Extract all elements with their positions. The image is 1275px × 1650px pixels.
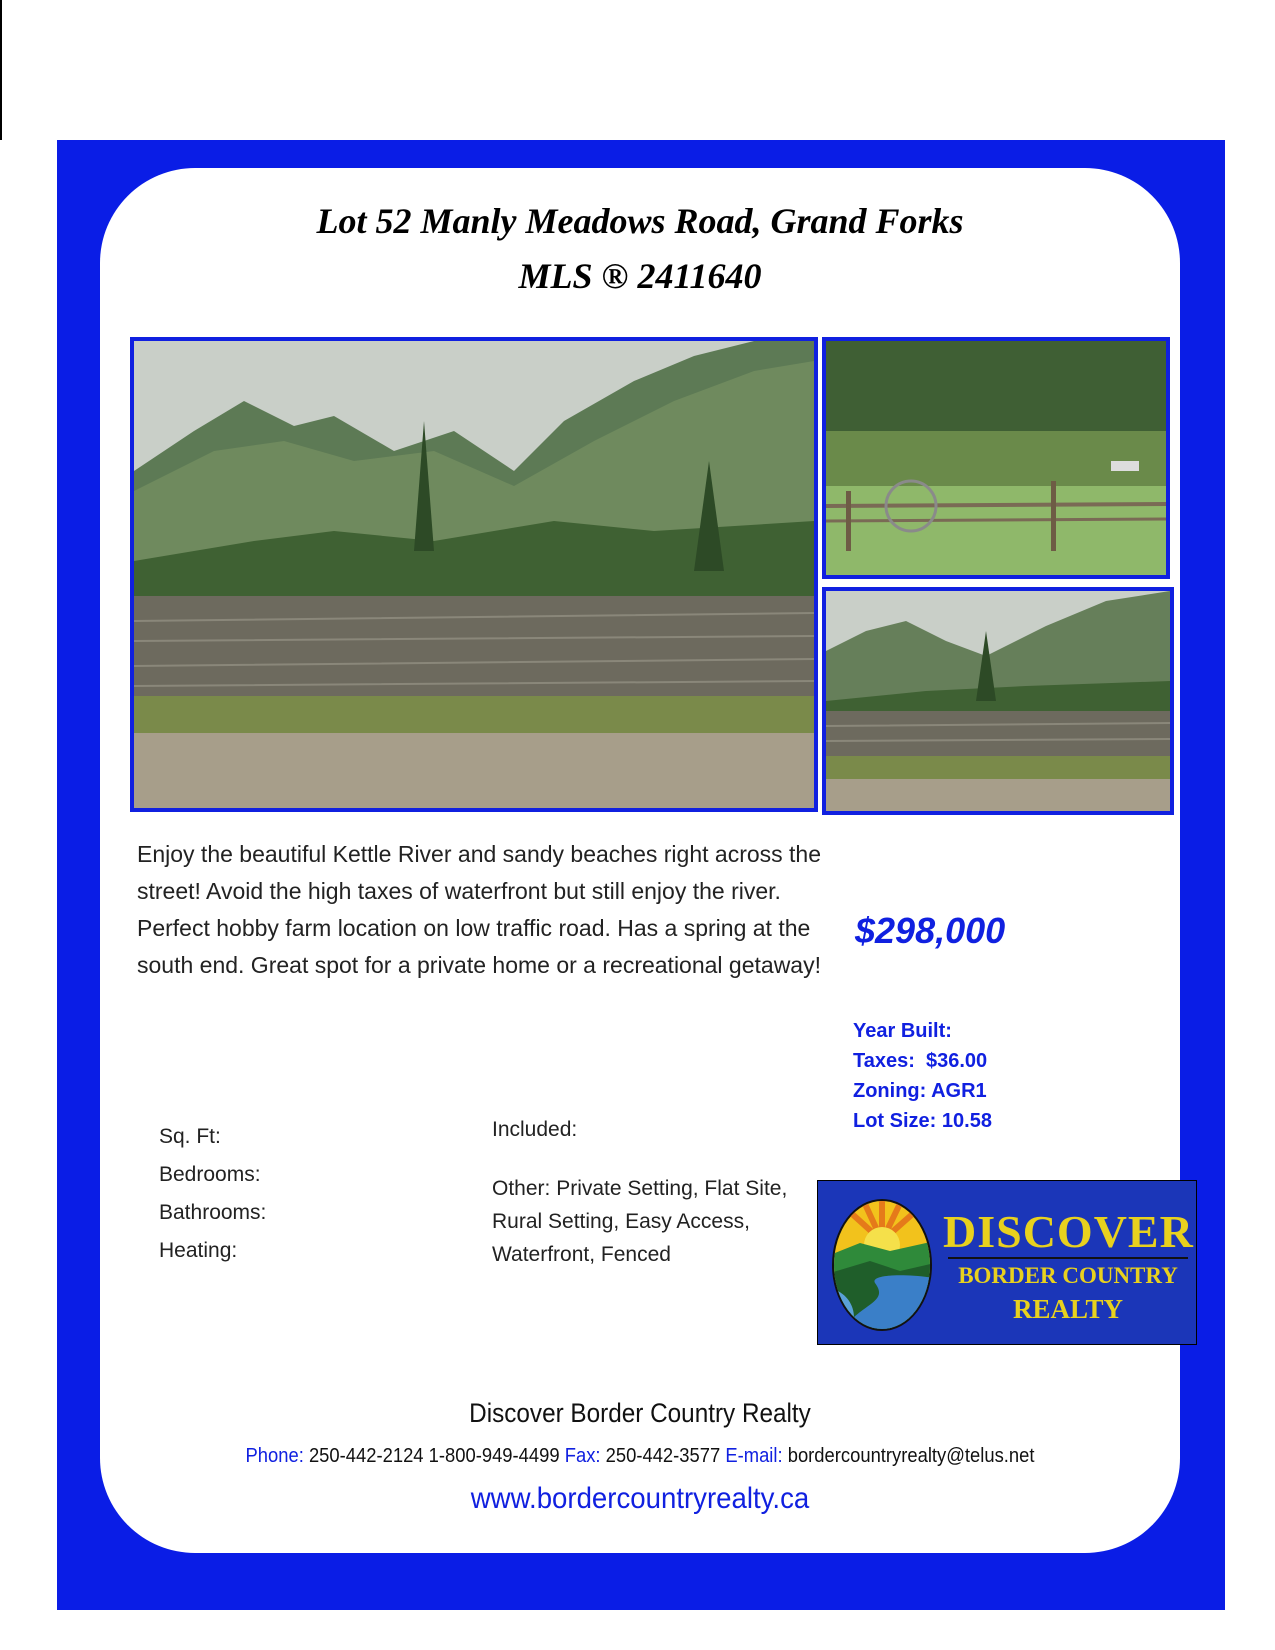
photo-main-river bbox=[130, 337, 818, 812]
bathrooms-label: Bathrooms: bbox=[159, 1201, 267, 1224]
property-facts bbox=[853, 1016, 992, 1136]
phone-label: Phone: bbox=[245, 1445, 304, 1467]
footer-company-name: Discover Border Country Realty bbox=[469, 1398, 811, 1428]
taxes: Taxes: $36.00 bbox=[853, 1050, 988, 1072]
email-label: E-mail: bbox=[725, 1445, 783, 1467]
fax-number: 250-442-3577 bbox=[605, 1445, 721, 1467]
lot-size: Lot Size: 10.58 bbox=[853, 1110, 992, 1132]
mls-number: MLS ® 2411640 bbox=[518, 256, 762, 296]
included-label: Included: bbox=[492, 1118, 578, 1141]
logo-text-border-country: BORDER COUNTRY bbox=[958, 1263, 1178, 1288]
page-edge-line bbox=[0, 0, 2, 140]
year-built: Year Built: bbox=[853, 1020, 952, 1042]
other-features: Other: Private Setting, Flat Site, Rural Setting, Easy Access, Waterfront, Fenced bbox=[492, 1177, 788, 1266]
logo-text-discover: DISCOVER bbox=[943, 1206, 1194, 1257]
bedrooms-label: Bedrooms: bbox=[159, 1163, 261, 1186]
company-logo bbox=[817, 1180, 1197, 1345]
zoning: Zoning: AGR1 bbox=[853, 1080, 987, 1102]
email-link[interactable]: bordercountryrealty@telus.net bbox=[787, 1445, 1035, 1467]
fax-label: Fax: bbox=[564, 1445, 601, 1467]
logo-divider bbox=[948, 1257, 1188, 1259]
photo-river-view bbox=[822, 587, 1174, 815]
property-specs bbox=[159, 1118, 266, 1270]
price: $298,000 bbox=[855, 910, 1006, 951]
photo-field-fence bbox=[822, 337, 1170, 579]
logo-emblem-icon bbox=[830, 1193, 935, 1333]
phone-number[interactable]: 250-442-2124 1-800-949-4499 bbox=[308, 1445, 560, 1467]
logo-text-realty: REALTY bbox=[1012, 1294, 1124, 1324]
heating-label: Heating: bbox=[159, 1239, 238, 1262]
listing-title: Lot 52 Manly Meadows Road, Grand Forks bbox=[316, 201, 964, 241]
website-link[interactable]: www.bordercountryrealty.ca bbox=[470, 1482, 810, 1515]
sqft-label: Sq. Ft: bbox=[159, 1125, 221, 1148]
property-description: Enjoy the beautiful Kettle River and sandy beaches right across the street! Avoid the high taxes of waterfront but still enjoy the river. Perfect hobby farm location on low traffic road. Has a spring at the south end. Great spot for a private home or a recreational getaway! bbox=[137, 841, 822, 978]
contact-line bbox=[143, 1445, 1137, 1468]
